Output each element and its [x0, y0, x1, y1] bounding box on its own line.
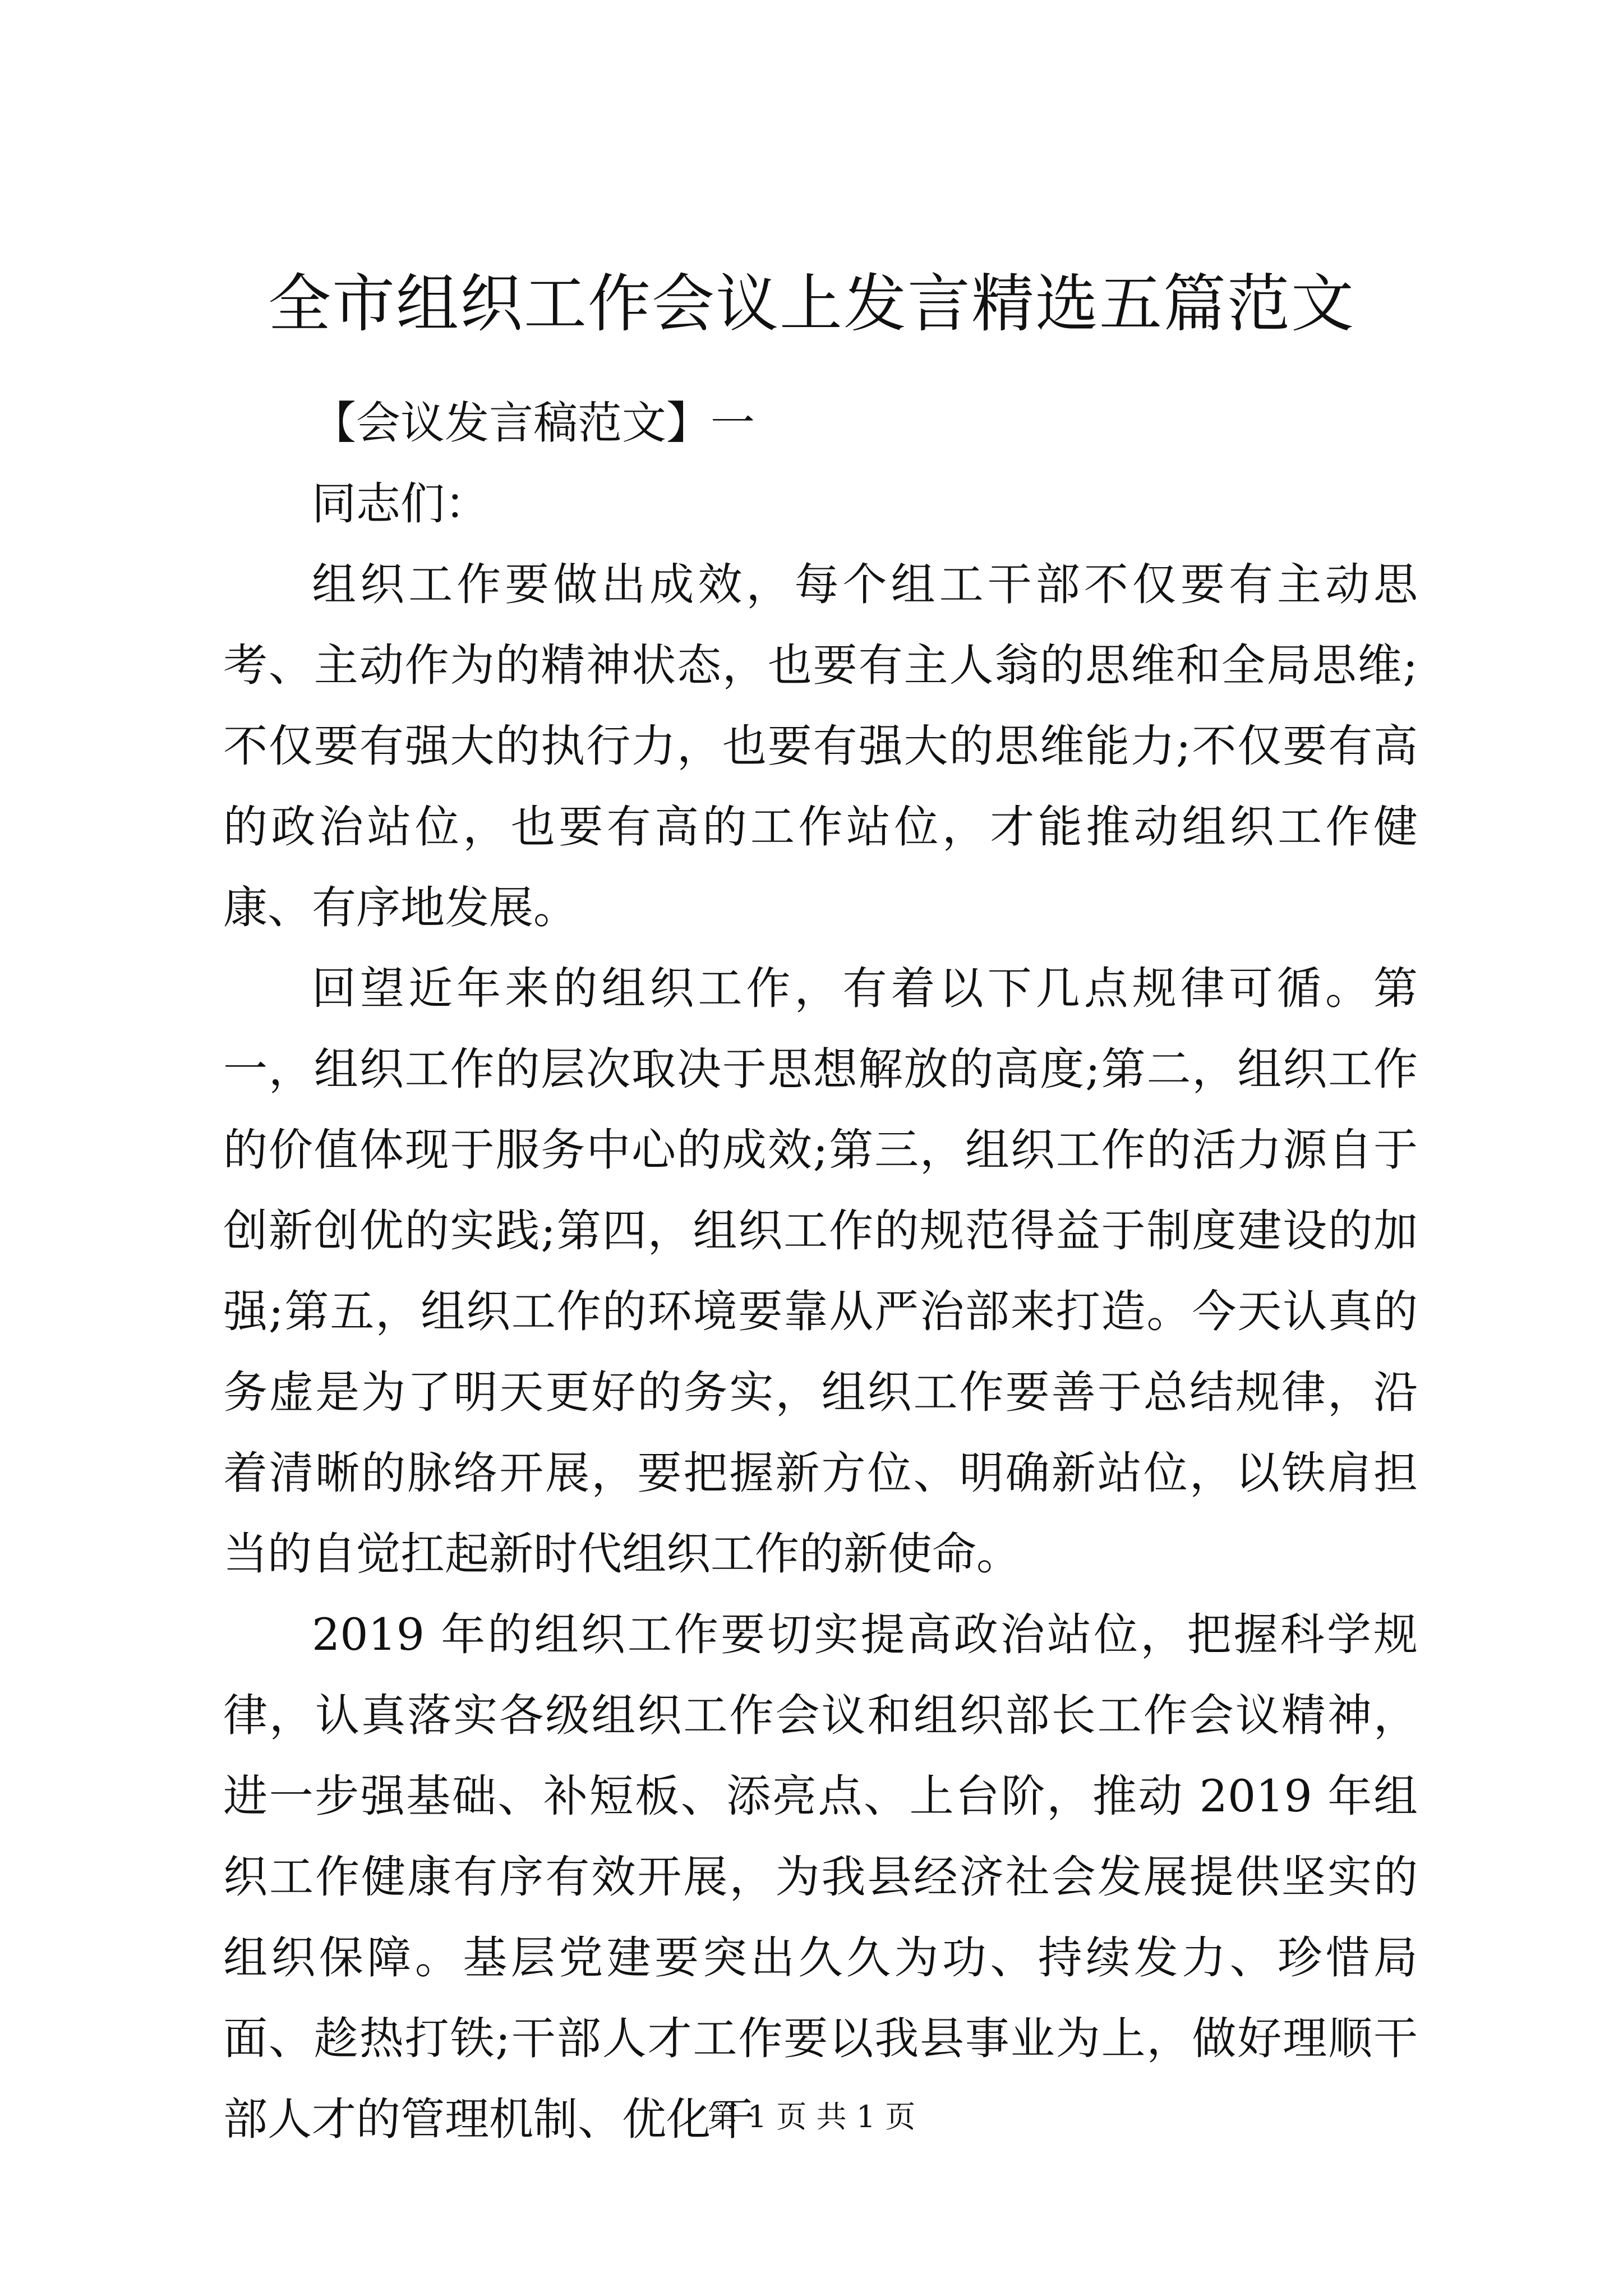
document-body — [223, 383, 1418, 2160]
section-heading: 【会议发言稿范文】一 — [312, 397, 755, 449]
body-paragraph-1: 组织工作要做出成效，每个组工干部不仅要有主动思考、主动作为的精神状态，也要有主人翁的思维和全局思维;不仅要有强大的执行力，也要有强大的思维能力;不仅要有高的政治站位，也要有高的工作站位，才能推动组织工作健康、有序地发展。 — [223, 559, 1418, 933]
body-paragraph-3: 2019 年的组织工作要切实提高政治站位，把握科学规律，认真落实各级组织工作会议和组织部长工作会议精神，进一步强基础、补短板、添亮点、上台阶，推动 2019 年组织工作健康有序有效开展，为我县经济社会发展提供坚实的组织保障。基层党建要突出久久为功、持续发力、珍惜局面、趁热打铁;干部人才工作要以我县事业为上，做好理顺干部人才的管理机制、优化干 — [223, 1609, 1418, 2145]
body-paragraph-2: 回望近年来的组织工作，有着以下几点规律可循。第一，组织工作的层次取决于思想解放的高度;第二，组织工作的价值体现于服务中心的成效;第三，组织工作的活力源自于创新创优的实践;第四，组织工作的规范得益于制度建设的加强;第五，组织工作的环境要靠从严治部来打造。今天认真的务虚是为了明天更好的务实，组织工作要善于总结规律，沿着清晰的脉络开展，要把握新方位、明确新站位，以铁肩担当的自觉扛起新时代组织工作的新使命。 — [223, 963, 1418, 1580]
salutation: 同志们： — [312, 478, 489, 530]
page-footer: 第 1 页 共 1 页 — [707, 2099, 916, 2134]
document-title: 全市组织工作会议上发言精选五篇范文 — [268, 268, 1355, 341]
